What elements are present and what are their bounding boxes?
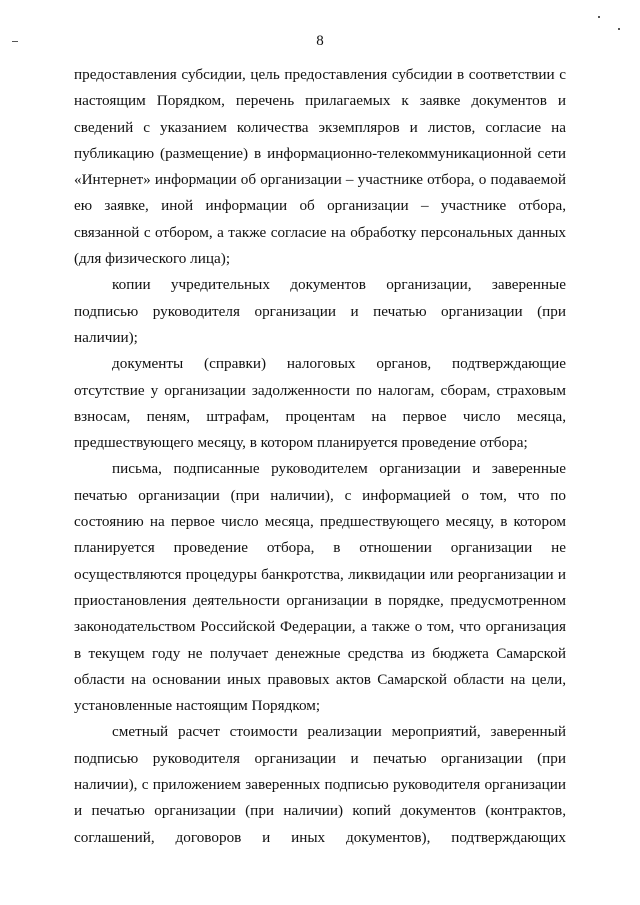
document-body (74, 62, 566, 851)
paragraph-requirements-continued (74, 62, 566, 272)
paragraph-tax-certificates (74, 351, 566, 456)
paragraph-letters (74, 456, 566, 719)
text-line: предоставления субсидии, цель предоставления субсидии в соответствии с (74, 66, 566, 83)
text-line: ею заявке, иной информации об организации – участнике отбора, (74, 197, 566, 215)
page-number: 8 (316, 33, 324, 49)
text-line: настоящим Порядком, перечень прилагаемых к заявке документов и (74, 92, 566, 110)
text-line: состоянию на первое число месяца, предшествующего месяцу, в котором (74, 513, 566, 531)
text-line: области на основании иных правовых актов Самарской области на цели, (74, 670, 566, 688)
text-line: законодательством Российской Федерации, а также о том, что организация (74, 618, 566, 636)
text-line: в текущем году не получает денежные средства из бюджета Самарской (74, 644, 566, 662)
scan-speck (618, 28, 620, 30)
text-line: связанной с отбором, а также согласие на обработку персональных данных (74, 223, 566, 241)
text-line: публикацию (размещение) в информационно-телекоммуникационной сети (74, 144, 566, 162)
text-line: осуществляются процедуры банкротства, ликвидации или реорганизации и (74, 565, 566, 583)
text-line: установленные настоящим Порядком; (74, 697, 321, 715)
text-line: (для физического лица); (74, 250, 231, 268)
text-line: подписью руководителя организации и печатью организации (при (74, 302, 566, 320)
text-line: копии учредительных документов организации, заверенные (112, 276, 566, 294)
paragraph-cost-estimate (74, 719, 566, 850)
text-line: отсутствие у организации задолженности по налогам, сборам, страховым (74, 381, 566, 399)
text-line: «Интернет» информации об организации – участнике отбора, о подаваемой (74, 171, 566, 189)
text-line: предшествующего месяцу, в котором планируется проведение отбора; (74, 434, 528, 452)
text-line: наличии); (74, 328, 138, 346)
text-line: наличии), с приложением заверенных подписью руководителя организации (74, 776, 566, 794)
text-line: печатью организации (при наличии), с информацией о том, что по (74, 486, 566, 504)
text-line: подписью руководителя организации и печатью организации (при (74, 749, 566, 767)
text-line: взносам, пеням, штрафам, процентам на первое число месяца, (74, 407, 566, 425)
text-line: документы (справки) налоговых органов, подтверждающие (112, 355, 566, 373)
text-line: планируется проведение отбора, в отношении организации не (74, 539, 566, 557)
text-line: сметный расчет стоимости реализации мероприятий, заверенный (112, 723, 566, 741)
text-line: сведений с указанием количества экземпляров и листов, согласие на (74, 118, 566, 136)
paragraph-founding-documents (74, 272, 566, 351)
text-line: и печатью организации (при наличии) копий документов (контрактов, (74, 802, 566, 820)
text-line: письма, подписанные руководителем организации и заверенные (112, 460, 566, 478)
text-line: соглашений, договоров и иных документов), подтверждающих (74, 828, 566, 846)
text-line: приостановления деятельности организации в порядке, предусмотренном (74, 591, 566, 609)
scan-speck (598, 16, 600, 18)
